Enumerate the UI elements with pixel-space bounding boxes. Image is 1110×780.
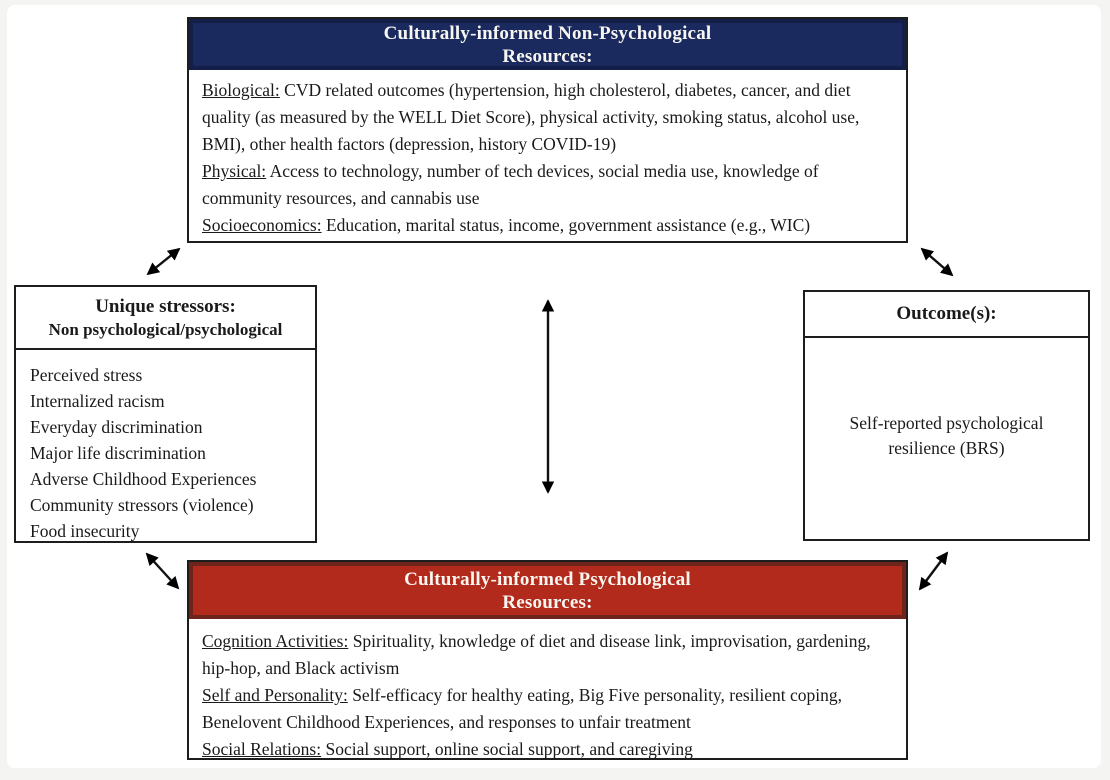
non-psychological-resources-body <box>189 70 906 239</box>
entry-label: Socioeconomics: <box>202 215 322 235</box>
entry-label: Cognition Activities: <box>202 631 349 651</box>
non-psychological-resources-header <box>189 19 906 70</box>
outcomes-header: Outcome(s): <box>805 292 1088 338</box>
stressor-item: Community stressors (violence) <box>30 495 254 515</box>
stressor-item: Everyday discrimination <box>30 417 203 437</box>
entry-text: Education, marital status, income, government assistance (e.g., WIC) <box>321 215 811 235</box>
box-outcomes <box>803 290 1090 541</box>
stressor-item: Major life discrimination <box>30 443 206 463</box>
entry-label: Social Relations: <box>202 739 322 759</box>
entry-label: Physical: <box>202 161 267 181</box>
stressor-item: Internalized racism <box>30 391 165 411</box>
entry-text: Access to technology, number of tech devices, social media use, knowledge of community resources, and cannabis use <box>202 161 819 208</box>
entry-text: Self-efficacy for healthy eating, Big Five personality, resilient coping, Benelovent Childhood Experiences, and responses to unfair treatment <box>202 685 843 732</box>
entry-text: Social support, online social support, and caregiving <box>321 739 693 759</box>
unique-stressors-subtitle: Non psychological/psychological <box>48 320 283 339</box>
header-line-2: Resources: <box>502 45 593 67</box>
unique-stressors-list <box>16 350 315 544</box>
header-line-1: Culturally-informed Non-Psychological <box>383 22 712 44</box>
resource-entry <box>202 77 893 158</box>
stressor-item: Perceived stress <box>30 365 143 385</box>
entry-text: CVD related outcomes (hypertension, high cholesterol, diabetes, cancer, and diet quality (as measured by the WELL Diet Score), physical activity, smoking status, alcohol use, BMI), other health factors (depression, history COVID-19) <box>202 80 860 154</box>
resource-entry <box>202 212 893 239</box>
unique-stressors-header <box>16 287 315 350</box>
header-line-1: Culturally-informed Psychological <box>404 568 691 590</box>
box-psychological-resources <box>187 560 908 760</box>
unique-stressors-title: Unique stressors: <box>95 296 236 317</box>
resource-entry <box>202 736 893 763</box>
stressor-item: Food insecurity <box>30 521 140 541</box>
resource-entry <box>202 158 893 212</box>
entry-label: Biological: <box>202 80 280 100</box>
outcomes-body: Self-reported psychological resilience (BRS) <box>849 412 1044 458</box>
box-non-psychological-resources <box>187 17 908 243</box>
entry-label: Self and Personality: <box>202 685 348 705</box>
psychological-resources-header <box>189 562 906 619</box>
header-line-2: Resources: <box>502 591 593 613</box>
entry-text: Spirituality, knowledge of diet and disease link, improvisation, gardening, hip-hop, and Black activism <box>202 631 871 678</box>
resource-entry <box>202 628 893 682</box>
resource-entry <box>202 682 893 736</box>
psychological-resources-body <box>189 619 906 763</box>
box-unique-stressors <box>14 285 317 543</box>
stressor-item: Adverse Childhood Experiences <box>30 469 257 489</box>
